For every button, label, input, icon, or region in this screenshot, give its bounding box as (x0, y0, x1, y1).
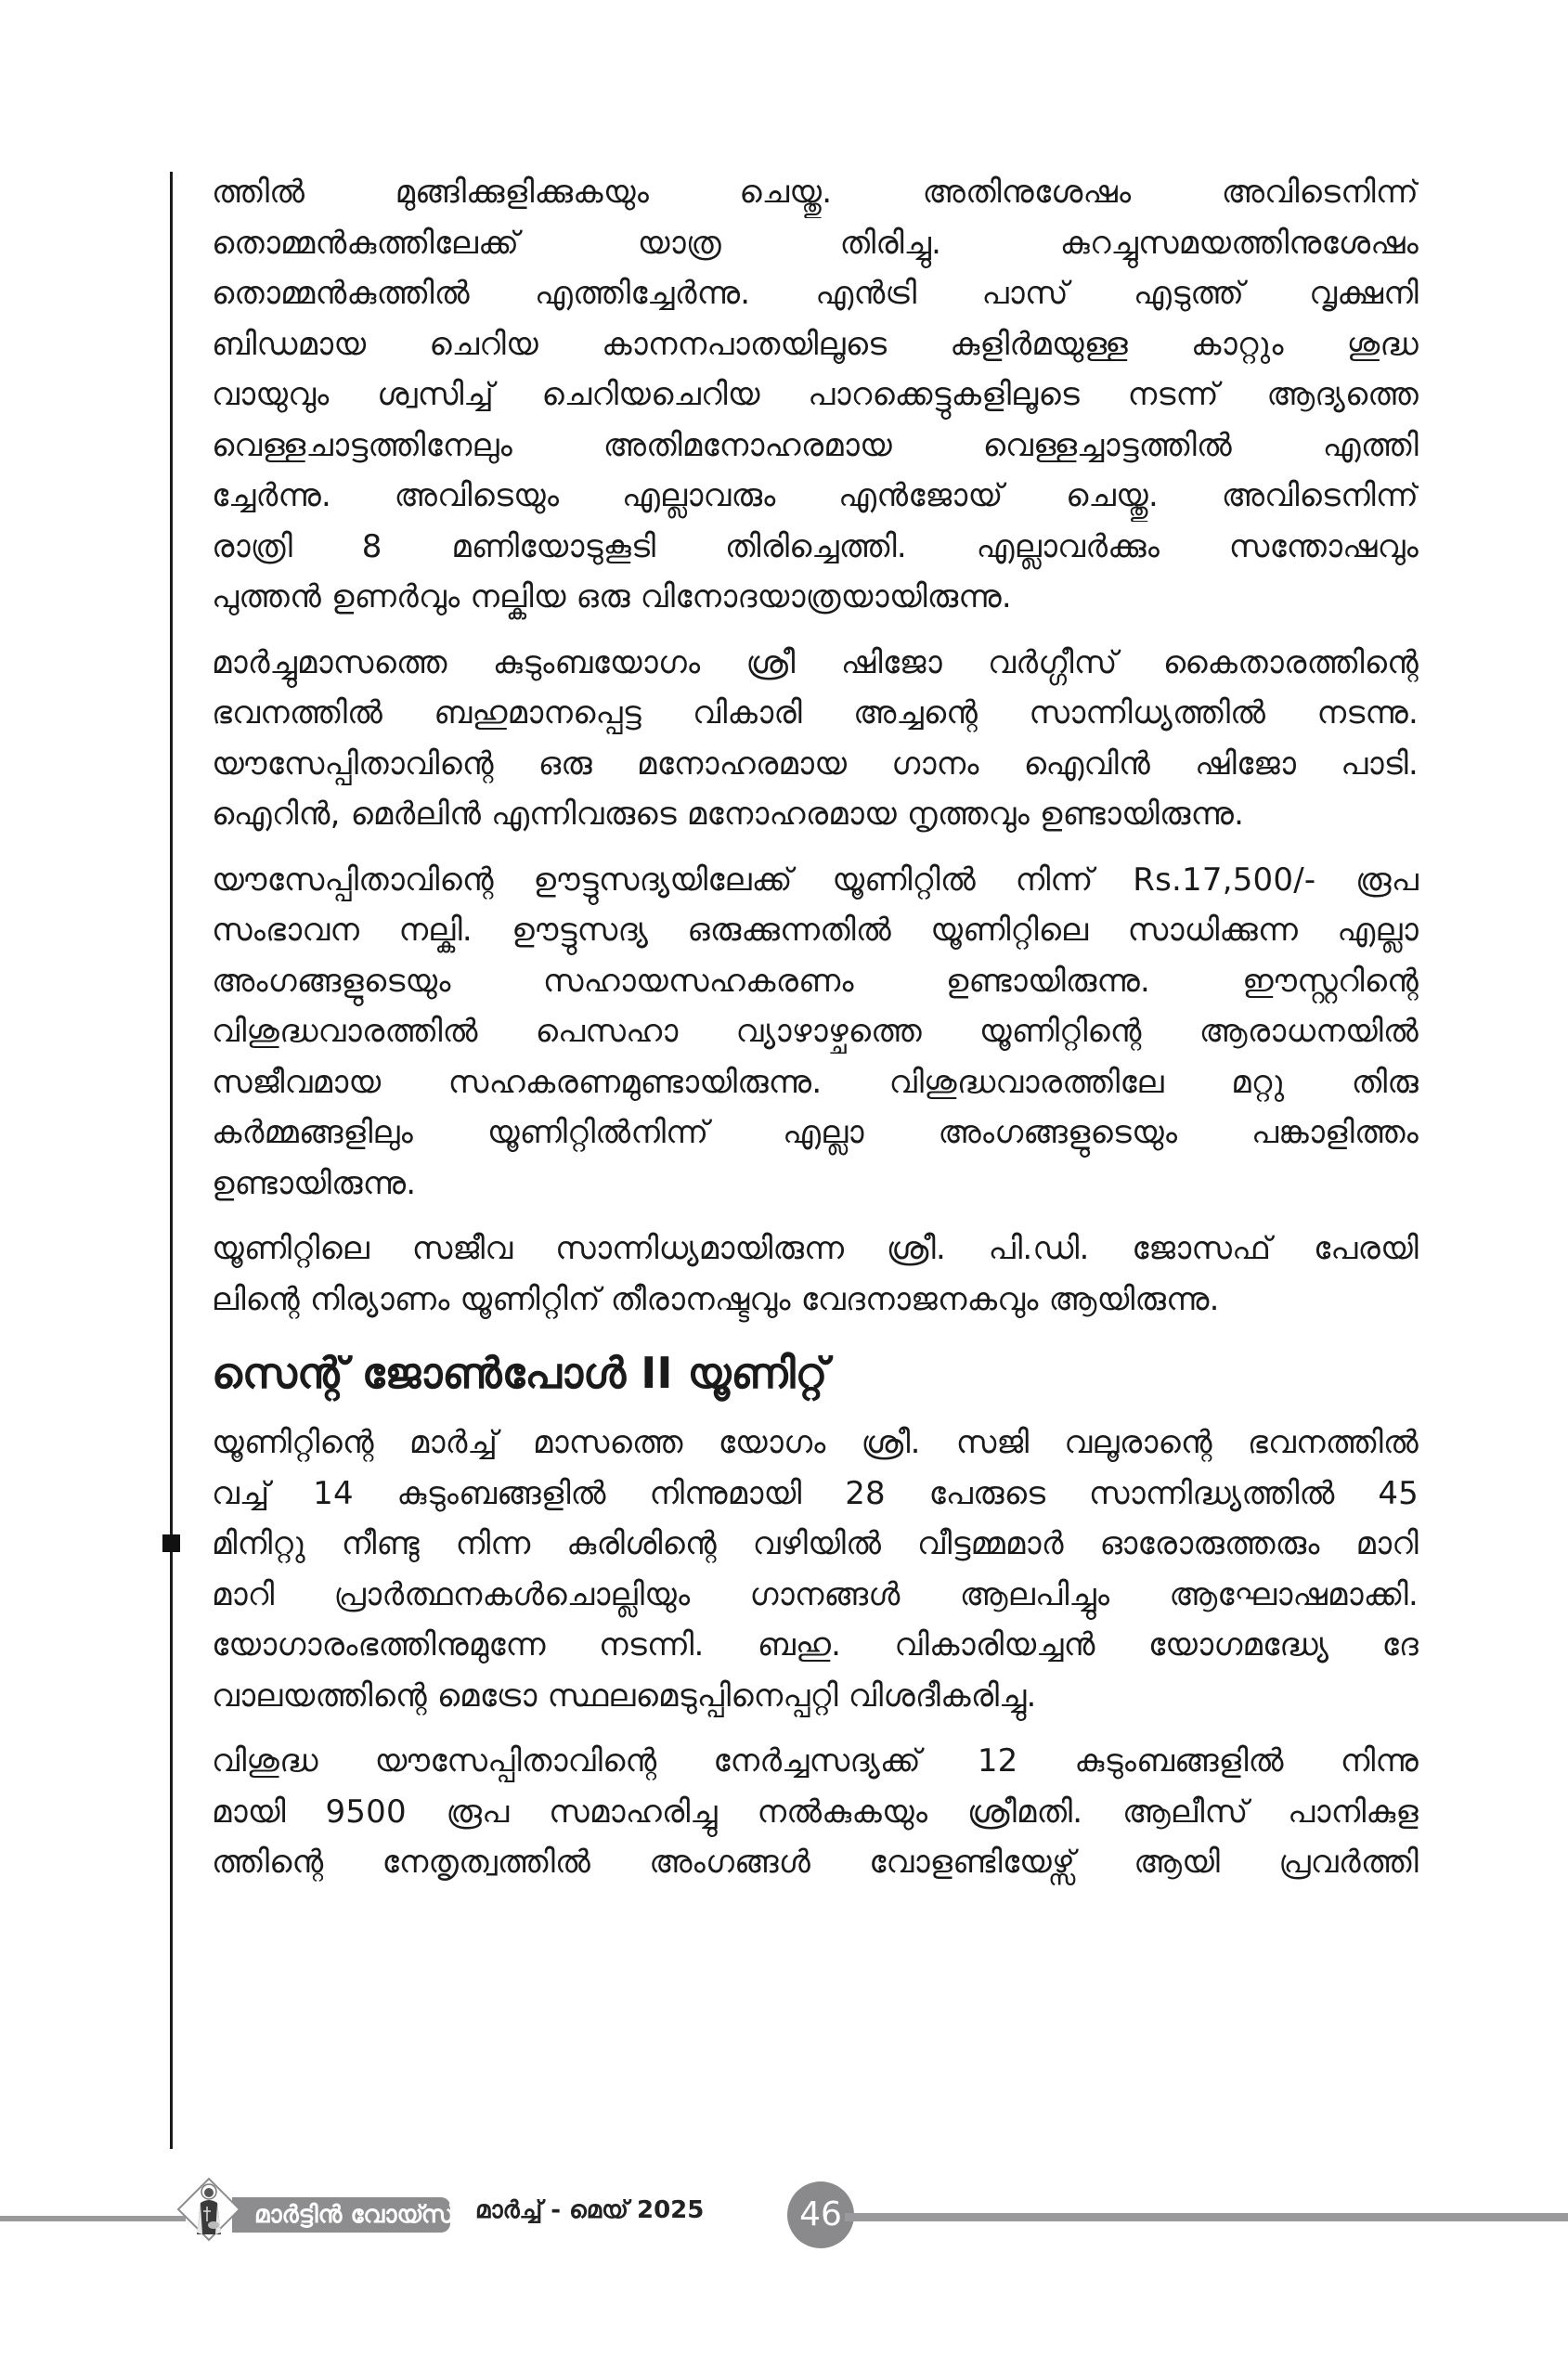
text-line: ഐറിൻ, മെർലിൻ എന്നിവരുടെ മനോഹരമായ നൃത്തവും ഉണ്ടായിരുന്നു. (212, 796, 1245, 833)
section-bullet-marker (162, 1534, 180, 1552)
paragraph-feast-contribution (212, 855, 1419, 1210)
text-line: വച്ച് 14 കുടുംബങ്ങളിൽ നിന്നുമായി 28 പേരുടെ സാന്നിദ്ധ്യത്തിൽ 45 (212, 1474, 1419, 1512)
text-line: മാറി പ്രാർത്ഥനകൾചൊല്ലിയും ഗാനങ്ങൾ ആലപിച്ചും ആഘോഷമാക്കി. (212, 1575, 1419, 1613)
text-line: വായുവും ശ്വസിച്ച് ചെറിയചെറിയ പാറക്കെട്ടുകളിലൂടെ നടന്ന് ആദ്യത്തെ (212, 376, 1419, 413)
footer-rule-left (0, 2216, 186, 2221)
text-line: രാത്രി 8 മണിയോടുകൂടി തിരിച്ചെത്തി. എല്ലാവർക്കും സന്തോഷവും (212, 527, 1419, 565)
text-line: അംഗങ്ങളുടെയും സഹായസഹകരണം ഉണ്ടായിരുന്നു. ഈസ്റ്ററിന്റെ (212, 962, 1419, 1000)
text-line: വിശുദ്ധ യൗസേപ്പിതാവിന്റെ നേർച്ചസദ്യക്ക് 12 കുടുംബങ്ങളിൽ നിന്നു (212, 1742, 1419, 1780)
paragraph-obituary (212, 1223, 1419, 1325)
section-heading: സെന്റ് ജോൺപോൾ II യൂണിറ്റ് (212, 1348, 828, 1398)
text-line: തൊമ്മൻകുത്തിൽ എത്തിച്ചേർന്നു. എൻട്രി പാസ് എടുത്ത് വൃക്ഷനി (212, 275, 1419, 312)
text-line: വാലയത്തിന്റെ മെട്രോ സ്ഥലമെടുപ്പിനെപ്പറ്റി വിശദീകരിച്ചു. (212, 1676, 1037, 1715)
paragraph-vow-feast (212, 1736, 1419, 1888)
text-line: വിശുദ്ധവാരത്തിൽ പെസഹാ വ്യാഴാഴ്ചത്തെ യൂണിറ്റിന്റെ ആരാധനയിൽ (212, 1013, 1419, 1050)
magazine-name-tag (232, 2197, 455, 2233)
text-line: യൂണിറ്റിന്റെ മാർച്ച് മാസത്തെ യോഗം ശ്രീ. സജി വലൂരാന്റെ ഭവനത്തിൽ (212, 1424, 1419, 1461)
text-line: തൊമ്മൻകുത്തിലേക്ക് യാത്ര തിരിച്ചു. കുറച്ചുസമയത്തിനുശേഷം (212, 224, 1419, 262)
text-line: ച്ചേർന്നു. അവിടെയും എല്ലാവരും എൻജോയ് ചെയ്തു. അവിടെനിന്ന് (212, 477, 1419, 514)
text-line: വെള്ളചാട്ടത്തിനേലും അതിമനോഹരമായ വെള്ളച്ചാട്ടത്തിൽ എത്തി (212, 426, 1419, 464)
text-line: മായി 9500 രൂപ സമാഹരിച്ചു നൽകുകയും ശ്രീമതി. ആലീസ് പാനികുള (212, 1793, 1419, 1831)
text-line: മാർച്ചുമാസത്തെ കുടുംബയോഗം ശ്രീ ഷിജോ വർഗ്ഗീസ് കൈതാരത്തിന്റെ (212, 643, 1419, 681)
paragraph-march-meeting (212, 1418, 1419, 1721)
text-line: സംഭാവന നല്കി. ഊട്ടുസദ്യ ഒരുക്കുന്നതിൽ യൂണിറ്റിലെ സാധിക്കുന്ന എല്ലാ (212, 912, 1419, 949)
text-line: യൗസേപ്പിതാവിന്റെ ഒരു മനോഹരമായ ഗാനം ഐവിൻ ഷിജോ പാടി. (212, 744, 1419, 783)
text-line: ത്തിൽ മുങ്ങിക്കുളിക്കുകയും ചെയ്തു. അതിനുശേഷം അവിടെനിന്ന് (212, 174, 1419, 211)
text-line: കർമ്മങ്ങളിലും യൂണിറ്റിൽനിന്ന് എല്ലാ അംഗങ്ങളുടെയും പങ്കാളിത്തം (212, 1114, 1419, 1151)
paragraph-family-meeting (212, 638, 1419, 840)
footer-rule-right (845, 2213, 1568, 2221)
saint-portrait-diamond-icon (176, 2177, 241, 2242)
text-line: സജീവമായ സഹകരണമുണ്ടായിരുന്നു. വിശുദ്ധവാരത്തിലേ മറ്റു തിരു (212, 1063, 1419, 1101)
page-number: 46 (787, 2181, 854, 2248)
paragraph-trip (212, 167, 1419, 623)
text-line: ബിഡമായ ചെറിയ കാനനപാതയിലൂടെ കുളിർമയുള്ള കാറ്റും ശുദ്ധ (212, 325, 1419, 363)
left-margin-rule (170, 172, 173, 2149)
text-line: യോഗാരംഭത്തിനുമുന്നേ നടന്നി. ബഹു. വികാരിയച്ചൻ യോഗമദ്ധ്യേ ദേ (212, 1626, 1419, 1663)
text-line: പുത്തൻ ഉണർവും നല്കിയ ഒരു വിനോദയാത്രയായിരുന്നു. (212, 578, 1012, 615)
text-line: മിനിറ്റു നീണ്ടു നിന്ന കുരിശിന്റെ വഴിയിൽ വീട്ടമ്മമാർ ഓരോരുത്തരും മാറി (212, 1525, 1419, 1562)
text-line: ലിന്റെ നിര്യാണം യൂണിറ്റിന് തീരാനഷ്ടവും വേദനാജനകവും ആയിരുന്നു. (212, 1280, 1220, 1318)
text-line: ഉണ്ടായിരുന്നു. (212, 1164, 417, 1202)
text-line: ത്തിന്റെ നേതൃത്വത്തിൽ അംഗങ്ങൾ വോളണ്ടിയേഴ്സ് ആയി പ്രവർത്തി (212, 1844, 1419, 1881)
page-footer (0, 2172, 1568, 2246)
issue-date: മാർച്ച് - മെയ് 2025 (475, 2196, 705, 2224)
text-line: യൗസേപ്പിതാവിന്റെ ഊട്ടുസദ്യയിലേക്ക് യൂണിറ്റിൽ നിന്ന് Rs.17,500/- രൂപ (212, 861, 1419, 899)
magazine-name: മാർട്ടിൻ വോയ്സ് (254, 2201, 455, 2229)
article-body (212, 167, 1419, 1903)
text-line: യൂണിറ്റിലെ സജീവ സാന്നിധ്യമായിരുന്ന ശ്രീ. പി.ഡി. ജോസഫ് പേരയി (212, 1230, 1419, 1267)
text-line: ഭവനത്തിൽ ബഹുമാനപ്പെട്ട വികാരി അച്ചന്റെ സാന്നിധ്യത്തിൽ നടന്നു. (212, 694, 1419, 731)
